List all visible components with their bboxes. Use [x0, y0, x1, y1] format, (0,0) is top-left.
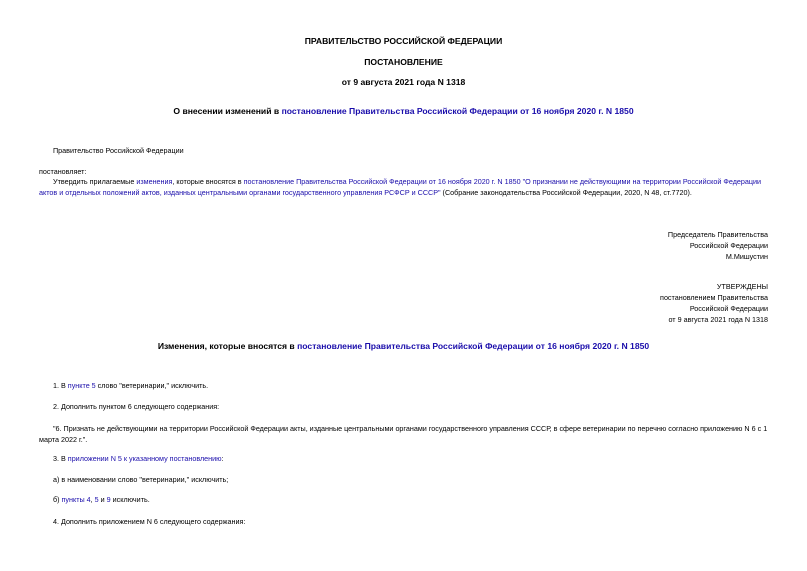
item-text: слово "ветеринарии," исключить.	[95, 381, 209, 390]
item-4: 4. Дополнить приложением N 6 следующего содержания:	[53, 517, 246, 526]
changes-title	[0, 341, 807, 351]
title-decree-link[interactable]: постановление Правительства Российской Федерации от 16 ноября 2020 г. N 1850	[281, 106, 634, 116]
item-3	[53, 453, 224, 464]
item-3b	[53, 494, 150, 505]
approval-block	[468, 281, 768, 325]
title-prefix: О внесении изменений в	[173, 106, 282, 116]
approval-line: Российской Федерации	[689, 304, 768, 313]
point-5-link-b[interactable]: 5	[94, 495, 99, 504]
decree-1850-link-cont[interactable]: актов и отдельных положений актов, изданных центральными органами государственного управления РСФСР и СССР"	[39, 188, 441, 197]
signature-name: М.Мишустин	[725, 252, 768, 261]
item-text: и	[98, 495, 107, 504]
preamble-text: (Собрание законодательства Российской Федерации, 2020, N 48, ст.7720).	[440, 188, 692, 197]
doc-type-heading: ПОСТАНОВЛЕНИЕ	[364, 57, 443, 67]
decree-1850-link[interactable]: постановление Правительства Российской Федерации от 16 ноября 2020 г. N 1850 "О признании не действующими на территории Российской Федерации	[243, 177, 762, 186]
preamble-paragraph-line2	[39, 187, 692, 198]
point-5-link[interactable]: пункте 5	[67, 381, 96, 390]
changes-title-prefix: Изменения, которые вносятся в	[157, 341, 298, 351]
item-2: 2. Дополнить пунктом 6 следующего содержания:	[53, 402, 220, 411]
signature-block	[468, 229, 768, 262]
signature-line: Председатель Правительства	[667, 230, 768, 239]
approval-line: от 9 августа 2021 года N 1318	[668, 315, 768, 324]
item-3a: а) в наименовании слово "ветеринарии," исключить;	[53, 475, 229, 484]
signature-line: Российской Федерации	[689, 241, 768, 250]
approval-line: постановлением Правительства	[660, 293, 768, 302]
item-2-quote-line2: марта 2022 г.".	[39, 435, 88, 444]
item-text: ,	[90, 495, 95, 504]
changes-link[interactable]: изменения	[136, 177, 173, 186]
changes-title-decree-link[interactable]: постановление Правительства Российской Федерации от 16 ноября 2020 г. N 1850	[297, 341, 650, 351]
preamble-government: Правительство Российской Федерации	[53, 146, 184, 155]
preamble-paragraph-line1	[53, 176, 761, 187]
points-4-link[interactable]: пункты 4	[61, 495, 91, 504]
item-2-quote-line1: "6. Признать не действующими на территории Российской Федерации акты, изданные центральными органами государственного управления СССР, в сфере ветеринарии по перечню согласно приложению N 6 с 1	[53, 424, 768, 433]
item-text: 1. В	[53, 381, 68, 390]
item-1	[53, 380, 208, 391]
item-text: б)	[53, 495, 62, 504]
preamble-text: Утвердить прилагаемые	[53, 177, 137, 186]
preamble-decrees: постановляет:	[39, 167, 87, 176]
document-title	[0, 106, 807, 116]
appendix-5-link[interactable]: приложении N 5 к указанному постановлению	[67, 454, 222, 463]
date-number-heading: от 9 августа 2021 года N 1318	[341, 77, 466, 87]
preamble-text: , которые вносятся в	[172, 177, 244, 186]
item-text: исключить.	[110, 495, 150, 504]
point-9-link[interactable]: 9	[106, 495, 111, 504]
item-text: 3. В	[53, 454, 68, 463]
approval-line: УТВЕРЖДЕНЫ	[716, 282, 768, 291]
government-heading: ПРАВИТЕЛЬСТВО РОССИЙСКОЙ ФЕДЕРАЦИИ	[304, 36, 503, 46]
item-text: :	[221, 454, 224, 463]
